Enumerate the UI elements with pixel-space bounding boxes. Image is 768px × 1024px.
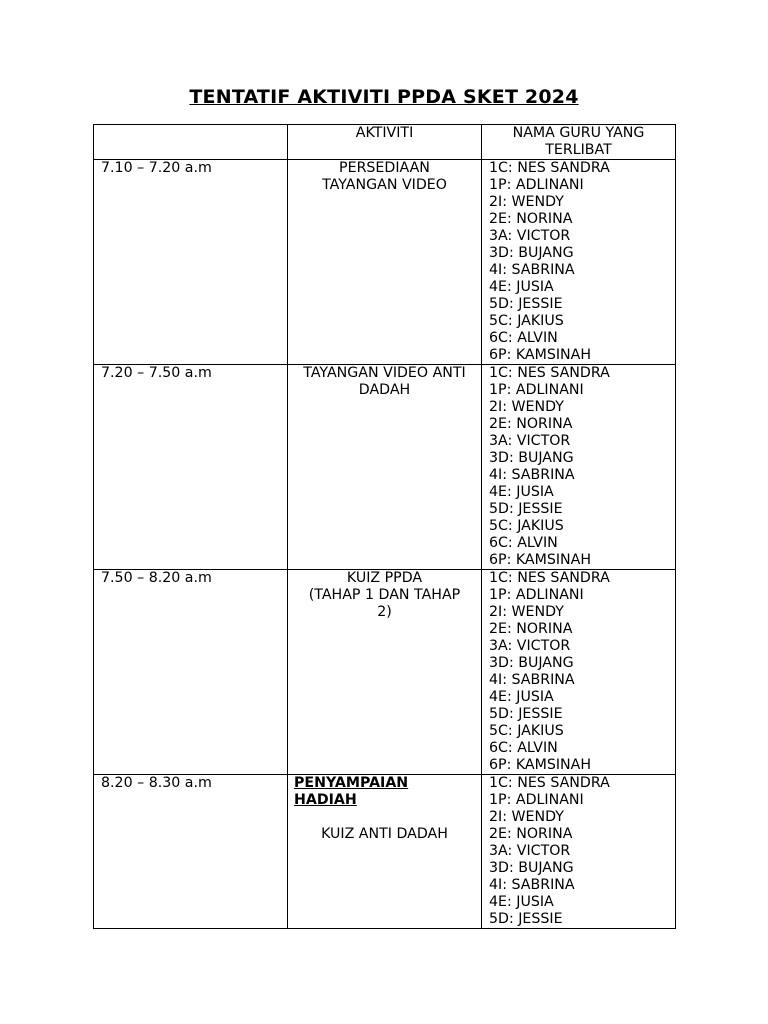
spacer [288, 809, 481, 826]
teacher-entry: 5C: JAKIUS [489, 723, 564, 739]
teacher-entry: 5D: JESSIE [489, 911, 563, 927]
schedule-table [93, 124, 676, 929]
teacher-entry: 3D: BUJANG [489, 860, 574, 876]
teacher-entry: 1C: NES SANDRA [489, 775, 610, 791]
document-title: TENTATIF AKTIVITI PPDA SKET 2024 [189, 86, 579, 108]
teacher-entry: 4I: SABRINA [489, 877, 575, 893]
teacher-entry: 4I: SABRINA [489, 672, 575, 688]
teacher-entry: 6C: ALVIN [489, 330, 558, 346]
activity-line: 2) [377, 604, 392, 620]
teacher-entry: 4I: SABRINA [489, 262, 575, 278]
header-time [94, 125, 288, 160]
teacher-entry: 3D: BUJANG [489, 450, 574, 466]
activity-cell [288, 570, 482, 775]
teachers-cell [482, 160, 676, 365]
teachers-cell [482, 570, 676, 775]
time-cell: 7.50 – 8.20 a.m [94, 570, 288, 775]
teachers-cell [482, 365, 676, 570]
activity-line: KUIZ ANTI DADAH [321, 826, 448, 842]
teacher-entry: 5C: JAKIUS [489, 313, 564, 329]
teacher-entry: 2E: NORINA [489, 211, 573, 227]
table-row [94, 365, 676, 570]
activity-line: KUIZ PPDA [346, 570, 423, 586]
header-activity: AKTIVITI [288, 125, 482, 160]
activity-cell [288, 160, 482, 365]
activity-line: TAYANGAN VIDEO ANTI [303, 365, 466, 381]
activity-heading-line: HADIAH [294, 792, 357, 808]
table-row [94, 775, 676, 929]
teacher-entry: 1P: ADLINANI [489, 382, 584, 398]
teacher-entry: 3D: BUJANG [489, 655, 574, 671]
activity-line: (TAHAP 1 DAN TAHAP [308, 587, 461, 603]
teacher-entry: 6P: KAMSINAH [489, 552, 592, 568]
table-row [94, 160, 676, 365]
teachers-cell [482, 775, 676, 929]
teacher-entry: 4E: JUSIA [489, 484, 554, 500]
table-header-row [94, 125, 676, 160]
teacher-entry: 4I: SABRINA [489, 467, 575, 483]
time-cell: 7.10 – 7.20 a.m [94, 160, 288, 365]
teacher-entry: 5D: JESSIE [489, 296, 563, 312]
teacher-entry: 1P: ADLINANI [489, 177, 584, 193]
teacher-entry: 3A: VICTOR [489, 843, 571, 859]
teacher-entry: 3D: BUJANG [489, 245, 574, 261]
teacher-entry: 2E: NORINA [489, 621, 573, 637]
teacher-entry: 5C: JAKIUS [489, 518, 564, 534]
teacher-entry: 3A: VICTOR [489, 228, 571, 244]
time-cell: 8.20 – 8.30 a.m [94, 775, 288, 929]
activity-line: PERSEDIAAN [339, 160, 430, 176]
teacher-entry: 2I: WENDY [489, 194, 564, 210]
teacher-entry: 2E: NORINA [489, 826, 573, 842]
teacher-entry: 5D: JESSIE [489, 501, 563, 517]
activity-line: DADAH [358, 382, 411, 398]
teacher-entry: 4E: JUSIA [489, 689, 554, 705]
teacher-entry: 2E: NORINA [489, 416, 573, 432]
teacher-entry: 1C: NES SANDRA [489, 160, 610, 176]
activity-cell [288, 775, 482, 929]
teacher-entry: 3A: VICTOR [489, 433, 571, 449]
teacher-entry: 1P: ADLINANI [489, 587, 584, 603]
teacher-entry: 6P: KAMSINAH [489, 757, 592, 773]
teacher-entry: 4E: JUSIA [489, 894, 554, 910]
teacher-entry: 6C: ALVIN [489, 535, 558, 551]
teacher-entry: 2I: WENDY [489, 809, 564, 825]
teacher-entry: 5D: JESSIE [489, 706, 563, 722]
teacher-entry: 2I: WENDY [489, 399, 564, 415]
activity-cell [288, 365, 482, 570]
table-row [94, 570, 676, 775]
teacher-entry: 1C: NES SANDRA [489, 365, 610, 381]
teacher-entry: 1P: ADLINANI [489, 792, 584, 808]
teacher-entry: 1C: NES SANDRA [489, 570, 610, 586]
teacher-entry: 4E: JUSIA [489, 279, 554, 295]
teacher-entry: 6C: ALVIN [489, 740, 558, 756]
activity-heading-line: PENYAMPAIAN [294, 775, 409, 791]
activity-line: TAYANGAN VIDEO [322, 177, 447, 193]
time-cell: 7.20 – 7.50 a.m [94, 365, 288, 570]
teacher-entry: 2I: WENDY [489, 604, 564, 620]
teacher-entry: 6P: KAMSINAH [489, 347, 592, 363]
teacher-entry: 3A: VICTOR [489, 638, 571, 654]
header-teachers: NAMA GURU YANG TERLIBAT [482, 125, 676, 160]
